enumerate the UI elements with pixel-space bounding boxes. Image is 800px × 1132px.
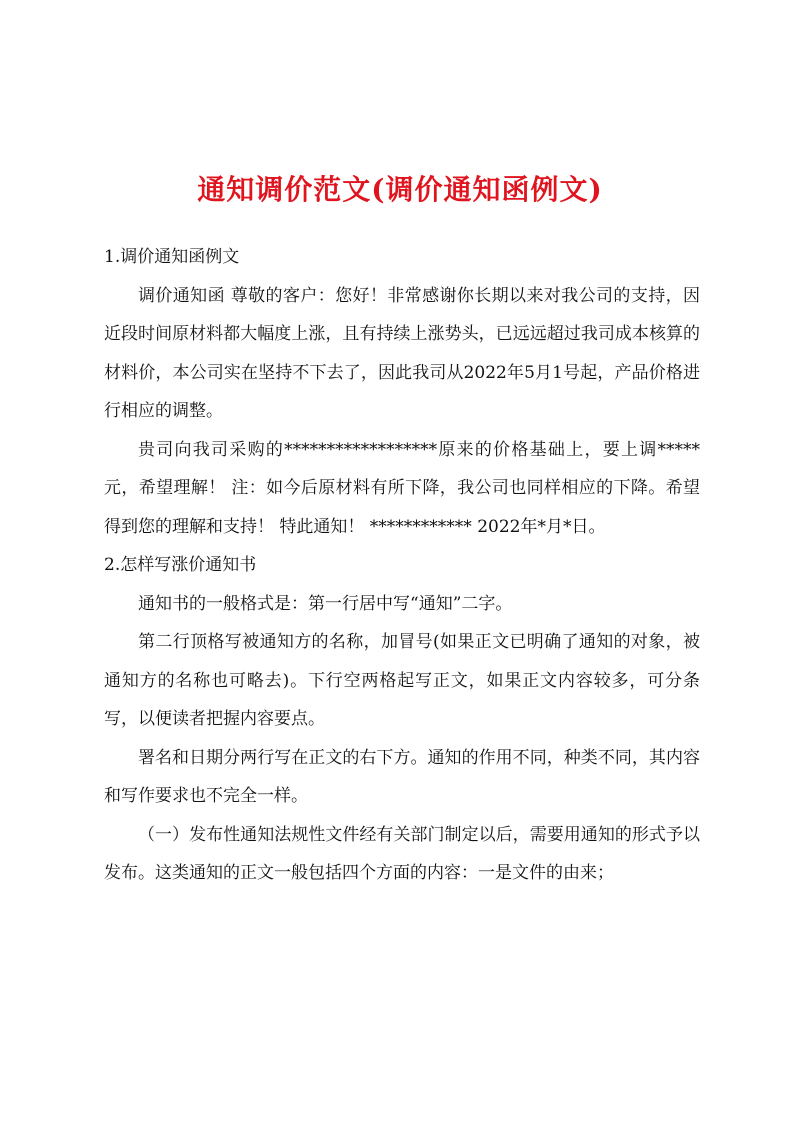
paragraph: 调价通知函 尊敬的客户：您好！非常感谢你长期以来对我公司的支持，因近段时间原材料都大幅度上涨，且有持续上涨势头，已远远超过我司成本核算的材料价，本公司实在坚持不下去了，因此我司从2022年5月1号起，产品价格进行相应的调整。 (104, 285, 700, 421)
section-heading-1: 1.调价通知函例文 (104, 247, 240, 267)
paragraph: 贵司向我司采购的******************原来的价格基础上，要上调*****元，希望理解！ 注：如今后原材料有所下降，我公司也同样相应的下降。希望得到您的理解和支持！ 特此通知！ ************ 2022年*月*日。 (104, 439, 700, 537)
paragraph: （一）发布性通知法规性文件经有关部门制定以后，需要用通知的形式予以发布。这类通知的正文一般包括四个方面的内容：一是文件的由来； (104, 824, 700, 883)
section-heading-2: 2.怎样写涨价通知书 (104, 555, 257, 575)
document-title: 通知调价范文(调价通知函例文) (197, 173, 603, 206)
paragraph: 署名和日期分两行写在正文的右下方。通知的作用不同，种类不同，其内容和写作要求也不完全一样。 (104, 747, 700, 806)
paragraph: 第二行顶格写被通知方的名称，加冒号(如果正文已明确了通知的对象，被通知方的名称也可略去)。下行空两格起写正文，如果正文内容较多，可分条写，以便读者把握内容要点。 (104, 632, 700, 729)
paragraph: 通知书的一般格式是：第一行居中写“通知”二字。 (138, 593, 513, 614)
document-body (104, 238, 700, 893)
